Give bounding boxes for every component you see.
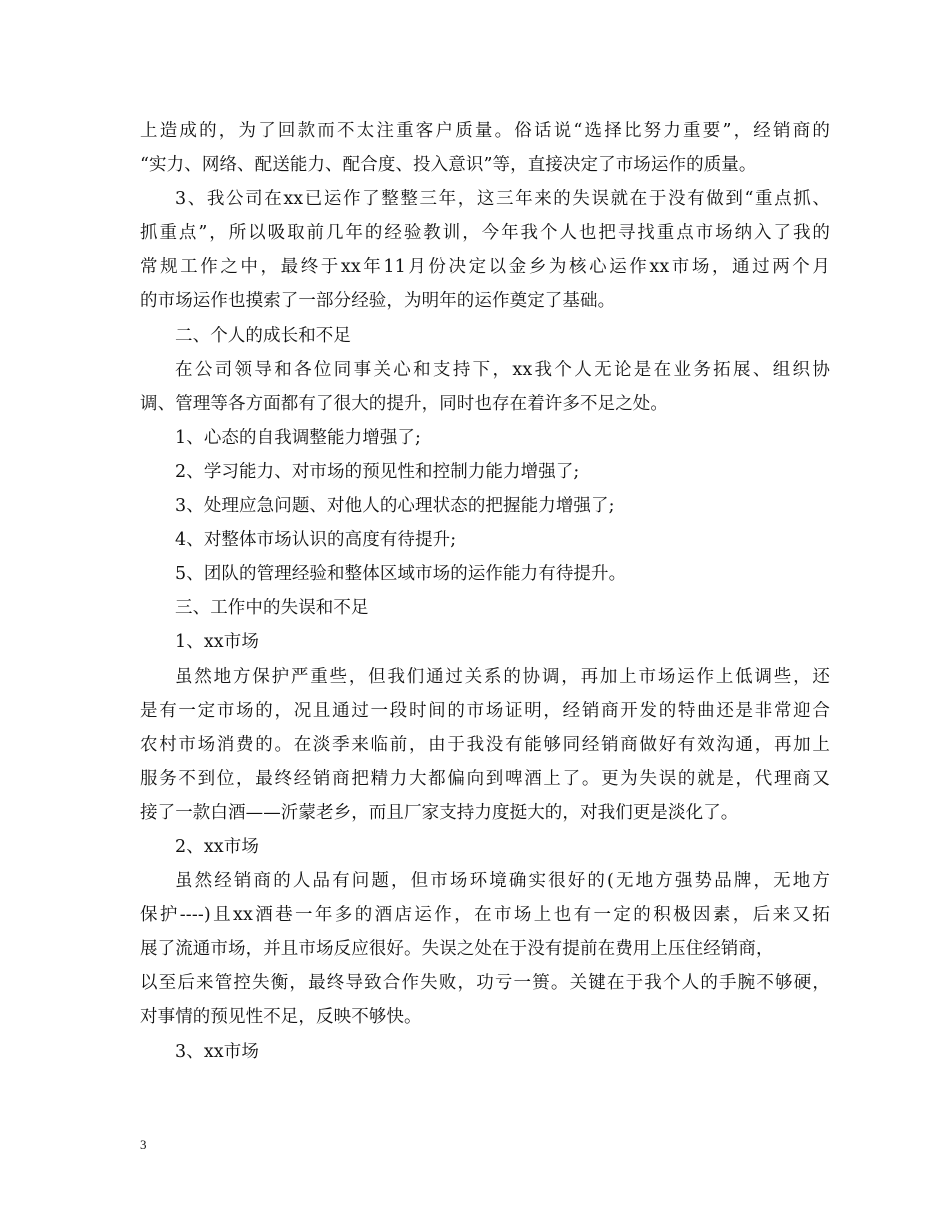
paragraph-line: 虽然地方保护严重些，但我们通过关系的协调，再加上市场运作上低调些，还 [175, 666, 830, 687]
paragraph-line: 的市场运作也摸索了一部分经验，为明年的运作奠定了基础。 [140, 291, 616, 312]
paragraph-line: 抓重点”，所以吸取前几年的经验教训，今年我个人也把寻找重点市场纳入了我的 [140, 223, 830, 244]
list-item: 1、心态的自我调整能力增强了; [175, 427, 422, 448]
paragraph-line: 保护----)且xx酒巷一年多的酒店运作，在市场上也有一定的积极因素，后来又拓 [140, 905, 830, 926]
paragraph-line: 是有一定市场的，况且通过一段时间的市场证明，经销商开发的特曲还是非常迎合 [140, 700, 830, 721]
paragraph-line: 常规工作之中，最终于xx年11月份决定以金乡为核心运作xx市场，通过两个月 [140, 257, 830, 278]
paragraph-line: 上造成的，为了回款而不太注重客户质量。俗话说“选择比努力重要”，经销商的 [140, 121, 830, 141]
subsection-heading: 2、xx市场 [175, 836, 259, 857]
paragraph-line: 接了一款白酒——沂蒙老乡，而且厂家支持力度挺大的，对我们更是淡化了。 [140, 802, 739, 823]
subsection-heading: 3、xx市场 [175, 1041, 259, 1062]
paragraph-line: 展了流通市场，并且市场反应很好。失误之处在于没有提前在费用上压住经销商， [140, 939, 774, 960]
list-item: 5、团队的管理经验和整体区域市场的运作能力有待提升。 [175, 564, 627, 585]
page-number: 3 [140, 1137, 147, 1152]
list-item: 2、学习能力、对市场的预见性和控制力能力增强了; [175, 461, 580, 482]
paragraph-line: “实力、网络、配送能力、配合度、投入意识”等，直接决定了市场运作的质量。 [140, 155, 757, 176]
paragraph-line: 3、我公司在xx已运作了整整三年，这三年来的失误就在于没有做到“重点抓、 [175, 189, 830, 210]
paragraph-line: 调、管理等各方面都有了很大的提升，同时也存在着许多不足之处。 [140, 393, 668, 414]
paragraph-line: 以至后来管控失衡，最终导致合作失败，功亏一篑。关键在于我个人的手腕不够硬， [140, 973, 830, 994]
paragraph-line: 农村市场消费的。在淡季来临前，由于我没有能够同经销商做好有效沟通，再加上 [140, 734, 830, 755]
document-body [140, 114, 830, 1069]
paragraph-line: 在公司领导和各位同事关心和支持下，xx我个人无论是在业务拓展、组织协 [175, 359, 830, 380]
section-heading: 三、工作中的失误和不足 [175, 598, 369, 619]
list-item: 3、处理应急问题、对他人的心理状态的把握能力增强了; [175, 496, 615, 517]
paragraph-line: 服务不到位，最终经销商把精力大都偏向到啤酒上了。更为失误的就是，代理商又 [140, 768, 830, 789]
paragraph-line: 虽然经销商的人品有问题，但市场环境确实很好的(无地方强势品牌，无地方 [175, 871, 830, 892]
subsection-heading: 1、xx市场 [175, 632, 259, 653]
paragraph-line: 对事情的预见性不足，反映不够快。 [140, 1007, 422, 1028]
section-heading: 二、个人的成长和不足 [175, 325, 351, 346]
list-item: 4、对整体市场认识的高度有待提升; [175, 530, 457, 551]
